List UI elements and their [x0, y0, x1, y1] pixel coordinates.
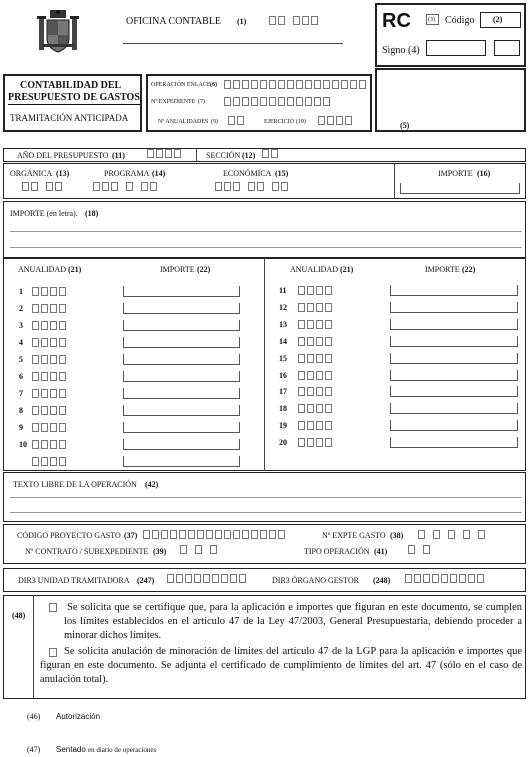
- anualidad-label-left: ANUALIDAD: [18, 265, 66, 274]
- dir3-organo-label: DIR3 ÓRGANO GESTOR: [272, 576, 359, 585]
- annuity-year-cells[interactable]: [32, 287, 66, 296]
- auth-label: Autorización: [56, 712, 101, 721]
- programa-num: (14): [152, 169, 166, 178]
- annuity-row-number: 15: [279, 353, 287, 363]
- annuity-amount-field[interactable]: [123, 337, 240, 348]
- free-text-line-1[interactable]: [10, 497, 522, 498]
- request-2-text: Se solicita anulación de minoración de límites del artículo 47 de la LGP para la aplicación e importes que figuran en este documento. Se adjunta el certificado de cumplimiento de límites del art. 47 (sólo en el caso de anulación total).: [40, 646, 522, 685]
- letters-line-2[interactable]: [10, 247, 522, 248]
- annuity-amount-field[interactable]: [390, 319, 518, 330]
- annuity-year-cells[interactable]: [298, 438, 332, 447]
- contrato-label: Nº CONTRATO / SUBEXPEDIENTE: [25, 547, 149, 556]
- diario-num: (47): [27, 745, 41, 754]
- annuity-amount-field[interactable]: [390, 302, 518, 313]
- codigo-label: CÓDIGO PROYECTO GASTO: [17, 531, 121, 540]
- annuity-amount-field[interactable]: [390, 403, 518, 414]
- annuity-row-number: 14: [279, 336, 287, 346]
- code-num: (2): [493, 15, 503, 24]
- annuity-row-number: 12: [279, 302, 287, 312]
- annuity-row-number: 8: [19, 406, 23, 415]
- annuity-year-cells[interactable]: [32, 440, 66, 449]
- annuity-year-cells[interactable]: [298, 320, 332, 329]
- annuity-amount-field[interactable]: [390, 285, 518, 296]
- annuity-row-number: 20: [279, 438, 287, 448]
- annuity-row-number: 6: [19, 372, 23, 381]
- annuity-amount-field[interactable]: [390, 420, 518, 431]
- annuity-amount-field[interactable]: [123, 456, 240, 467]
- dir3-organo-cells[interactable]: [405, 574, 484, 583]
- annuity-row-number: 10: [19, 440, 27, 449]
- annuity-row-number: 13: [279, 319, 287, 329]
- annuity-row-number: 19: [279, 421, 287, 431]
- annuity-row-number: 9: [19, 423, 23, 432]
- enlace-num: (6): [210, 82, 217, 88]
- annuity-row-number: 1: [19, 287, 23, 296]
- annuity-year-cells[interactable]: [298, 404, 332, 413]
- annuity-row-number: 4: [19, 338, 23, 347]
- organica-num: (13): [56, 169, 70, 178]
- tipo-label: TIPO OPERACIÓN: [304, 547, 370, 556]
- dir3-unidad-num: (247): [137, 576, 155, 585]
- economica-num: (15): [275, 169, 289, 178]
- economica-cells[interactable]: [215, 182, 288, 191]
- programa-cells[interactable]: [93, 182, 157, 191]
- codigo-cells[interactable]: [143, 530, 285, 539]
- ejercicio-num: (10): [296, 119, 306, 125]
- annuity-row-number: 5: [19, 355, 23, 364]
- letters-line-1[interactable]: [10, 231, 522, 232]
- dir3-organo-num: (248): [373, 576, 391, 585]
- letters-num: (18): [85, 209, 99, 218]
- dir3-unidad-label: DIR3 UNIDAD TRAMITADORA: [18, 576, 130, 585]
- box-5[interactable]: [375, 68, 526, 132]
- annuity-year-cells[interactable]: [32, 338, 66, 347]
- office-label: OFICINA CONTABLE: [126, 16, 222, 27]
- section-cells[interactable]: [262, 149, 278, 158]
- importe-num: (16): [477, 169, 491, 178]
- annuity-amount-field[interactable]: [123, 303, 240, 314]
- annuity-amount-field[interactable]: [390, 336, 518, 347]
- section-num: (12): [242, 151, 256, 160]
- annuity-amount-field[interactable]: [123, 354, 240, 365]
- annuity-amount-field[interactable]: [123, 388, 240, 399]
- anualidad-num-right: (21): [340, 265, 354, 274]
- annuity-row-number: 16: [279, 370, 287, 380]
- annuity-year-cells[interactable]: [298, 286, 332, 295]
- annuity-row-number: 7: [19, 389, 23, 398]
- annuity-year-cells[interactable]: [32, 304, 66, 313]
- annuity-row-number: 11: [279, 286, 287, 295]
- annuity-amount-field[interactable]: [123, 371, 240, 382]
- expediente-label: Nº EXPEDIENTE: [151, 99, 196, 105]
- importe22-label-left: IMPORTE: [160, 265, 195, 274]
- annuity-amount-field[interactable]: [123, 320, 240, 331]
- free-text-line-2[interactable]: [10, 512, 522, 513]
- year-label: AÑO DEL PRESUPUESTO: [17, 151, 109, 160]
- free-text-num: (42): [145, 480, 159, 489]
- year-cells[interactable]: [147, 149, 181, 158]
- enlace-label: OPERACIÓN ENLACE: [151, 82, 211, 88]
- budget-divider: [196, 148, 197, 162]
- codigo-num: (37): [124, 531, 138, 540]
- annuity-amount-field[interactable]: [390, 370, 518, 381]
- annuity-year-cells[interactable]: [32, 372, 66, 381]
- dir3-unidad-cells[interactable]: [167, 574, 246, 583]
- annuity-row-number: 18: [279, 404, 287, 414]
- annuity-year-cells[interactable]: [32, 423, 66, 432]
- office-underline: [123, 43, 343, 44]
- annuity-amount-field[interactable]: [390, 386, 518, 397]
- anualidades-label: Nº ANUALIDADES: [158, 119, 209, 125]
- annuities-divider: [264, 258, 265, 471]
- tipo-cells[interactable]: [408, 545, 430, 554]
- sign-field[interactable]: [426, 40, 486, 56]
- importe-divider: [394, 163, 395, 199]
- office-cells[interactable]: [269, 16, 318, 25]
- diario-label: Sentado: [56, 745, 86, 754]
- title-underline: [8, 104, 140, 105]
- importe-label: IMPORTE: [438, 169, 473, 178]
- annuity-year-cells[interactable]: [32, 355, 66, 364]
- anualidad-num-left: (21): [68, 265, 82, 274]
- anualidad-label-right: ANUALIDAD: [290, 265, 338, 274]
- box5-num: (5): [400, 121, 410, 130]
- rc-title: RC: [382, 10, 411, 32]
- annuity-year-cells[interactable]: [32, 389, 66, 398]
- annuity-year-cells[interactable]: [298, 387, 332, 396]
- rc-num: (3): [428, 17, 435, 23]
- expte-label: Nº EXPTE GASTO: [322, 531, 386, 540]
- free-text-label: TEXTO LIBRE DE LA OPERACIÓN: [13, 480, 137, 489]
- sign-field-2[interactable]: [494, 40, 520, 56]
- organica-cells[interactable]: [22, 182, 62, 191]
- annuity-amount-field[interactable]: [390, 437, 518, 448]
- annuity-row-number: 17: [279, 387, 287, 397]
- request-1-text: Se solicita que se certifique que, para la aplicación e importes que figuran en este documento, se cumplen los límites establecidos en el artículo 47 de la Ley 47/2003, General Presupuestaria, debiendo proceder a minorar dichos límites.: [64, 602, 522, 641]
- annuity-amount-field[interactable]: [123, 286, 240, 297]
- request-1-checkbox[interactable]: [49, 603, 57, 612]
- anualidades-cells[interactable]: [228, 116, 244, 125]
- letters-block: [3, 201, 526, 258]
- anualidades-num: (9): [211, 119, 218, 125]
- annuity-year-cells[interactable]: [32, 321, 66, 330]
- auth-num: (46): [27, 712, 41, 721]
- sign-num: (4): [408, 45, 420, 56]
- expediente-num: (7): [198, 99, 205, 105]
- annuity-amount-field[interactable]: [123, 405, 240, 416]
- annuity-year-cells[interactable]: [298, 337, 332, 346]
- expte-num: (38): [390, 531, 404, 540]
- annuity-year-cells[interactable]: [298, 421, 332, 430]
- annuity-row-number: 2: [19, 304, 23, 313]
- requests-num: (48): [12, 611, 26, 620]
- enlace-cells[interactable]: [224, 80, 366, 89]
- annuity-row-number: 3: [19, 321, 23, 330]
- expte-cells[interactable]: [418, 530, 485, 539]
- organica-label: ORGÁNICA: [10, 169, 53, 178]
- title-line3: TRAMITACIÓN ANTICIPADA: [10, 113, 129, 123]
- importe-field[interactable]: [400, 183, 520, 194]
- annuity-year-cells[interactable]: [298, 354, 332, 363]
- annuity-year-cells[interactable]: [298, 371, 332, 380]
- diario-rest: en diario de operaciones: [88, 746, 157, 754]
- programa-label: PROGRAMA: [104, 169, 150, 178]
- title-line2: PRESUPUESTO DE GASTOS: [8, 92, 140, 103]
- economica-label: ECONÓMICA: [223, 169, 272, 178]
- contrato-num: (39): [153, 547, 167, 556]
- coat-of-arms-icon: [36, 8, 80, 58]
- requests-divider: [33, 595, 34, 699]
- annuity-amount-field[interactable]: [123, 422, 240, 433]
- importe22-label-right: IMPORTE: [425, 265, 460, 274]
- annuity-year-cells[interactable]: [298, 303, 332, 312]
- annuity-amount-field[interactable]: [123, 439, 240, 450]
- letters-label: IMPORTE (en letra).: [10, 209, 78, 218]
- importe22-num-left: (22): [197, 265, 211, 274]
- ejercicio-label: EJERCICIO: [264, 119, 294, 125]
- annuity-amount-field[interactable]: [390, 353, 518, 364]
- office-num: (1): [237, 17, 247, 26]
- section-label: SECCIÓN: [206, 151, 241, 160]
- annuity-year-cells[interactable]: [32, 406, 66, 415]
- sign-label: Signo: [382, 45, 406, 56]
- year-num: (11): [112, 151, 125, 160]
- title-line1: CONTABILIDAD DEL: [20, 80, 122, 91]
- importe22-num-right: (22): [462, 265, 476, 274]
- code-label: Código: [445, 15, 475, 26]
- contrato-cells[interactable]: [180, 545, 217, 554]
- ejercicio-cells[interactable]: [318, 116, 352, 125]
- expediente-cells[interactable]: [224, 97, 330, 106]
- annuity-year-cells[interactable]: [32, 457, 66, 466]
- tipo-num: (41): [374, 547, 388, 556]
